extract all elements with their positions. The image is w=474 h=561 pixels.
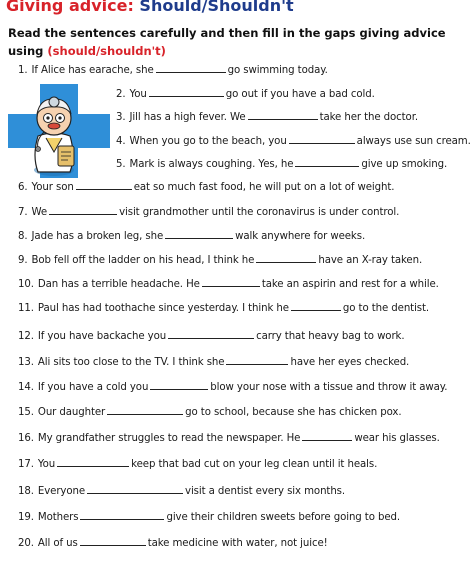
sentence-text-after: wear his glasses. — [354, 433, 440, 444]
sentence-number: 19. — [18, 512, 34, 523]
sentence-text-before: Jade has a broken leg, she — [31, 231, 164, 242]
sentence-text-after: blow your nose with a tissue and throw it away. — [210, 382, 448, 393]
answer-gap[interactable] — [149, 87, 224, 97]
sentence-text-after: have an X-ray taken. — [318, 255, 423, 266]
sentence-line — [18, 510, 400, 525]
sentence-number: 15. — [18, 407, 34, 418]
sentence-text-after: go to the dentist. — [342, 303, 430, 314]
sentence-number: 2. — [116, 89, 126, 100]
sentence-line — [116, 157, 447, 172]
sentence-text-after: have her eyes checked. — [290, 357, 410, 368]
sentence-line — [116, 110, 418, 125]
sentence-line — [18, 229, 365, 244]
sentence-number: 11. — [18, 303, 34, 314]
sentence-text-before: Dan has a terrible headache. He — [37, 279, 200, 290]
sentence-number: 14. — [18, 382, 34, 393]
sentence-text-after: take her the doctor. — [319, 112, 418, 123]
sentence-text-before: Bob fell off the ladder on his head, I think he — [31, 255, 255, 266]
sentence-text-after: visit a dentist every six months. — [185, 486, 346, 497]
sentence-text-before: Jill has a high fever. We — [129, 112, 246, 123]
answer-gap[interactable] — [248, 110, 318, 120]
sentence-number: 8. — [18, 231, 28, 242]
sentence-text-after: give up smoking. — [361, 159, 448, 170]
sentence-line — [116, 134, 471, 149]
sentence-line — [18, 180, 394, 195]
sentence-number: 17. — [18, 459, 34, 470]
answer-gap[interactable] — [226, 355, 288, 365]
answer-gap[interactable] — [80, 510, 164, 520]
sentence-line — [116, 87, 375, 102]
sentence-text-after: walk anywhere for weeks. — [235, 231, 366, 242]
sentence-text-before: You — [129, 89, 147, 100]
sentence-line — [18, 253, 422, 268]
sentence-number: 10. — [18, 279, 34, 290]
sentence-number: 16. — [18, 433, 34, 444]
sentence-line — [18, 380, 447, 395]
answer-gap[interactable] — [76, 180, 132, 190]
answer-gap[interactable] — [57, 457, 129, 467]
answer-gap[interactable] — [256, 253, 316, 263]
sentence-text-before: When you go to the beach, you — [129, 136, 287, 147]
sentence-line — [18, 405, 402, 420]
instructions-highlight: (should/shouldn't) — [47, 44, 166, 58]
sentence-line — [18, 484, 345, 499]
sentence-text-before: If Alice has earache, she — [31, 65, 154, 76]
answer-gap[interactable] — [165, 229, 233, 239]
sentence-text-before: Mothers — [37, 512, 79, 523]
sentence-text-after: take an aspirin and rest for a while. — [261, 279, 439, 290]
answer-gap[interactable] — [49, 205, 117, 215]
sentence-line — [18, 431, 440, 446]
sentence-number: 5. — [116, 159, 126, 170]
answer-gap[interactable] — [80, 536, 146, 546]
answer-gap[interactable] — [87, 484, 183, 494]
sentence-number: 3. — [116, 112, 126, 123]
sentence-text-after: eat so much fast food, he will put on a lot of weight. — [133, 182, 395, 193]
sentence-number: 20. — [18, 538, 34, 549]
worksheet-title — [6, 0, 294, 15]
sentence-line — [18, 536, 328, 551]
sentence-line — [18, 329, 404, 344]
sentence-text-before: Your son — [31, 182, 74, 193]
sentence-text-before: If you have backache you — [37, 331, 167, 342]
sentence-text-before: If you have a cold you — [37, 382, 149, 393]
answer-gap[interactable] — [295, 157, 359, 167]
sentence-text-after: visit grandmother until the coronavirus is under control. — [119, 207, 400, 218]
sentence-number: 1. — [18, 65, 28, 76]
sentence-text-before: Mark is always coughing. Yes, he — [129, 159, 294, 170]
answer-gap[interactable] — [168, 329, 254, 339]
sentence-number: 6. — [18, 182, 28, 193]
sentence-text-after: carry that heavy bag to work. — [256, 331, 405, 342]
sentence-text-after: give their children sweets before going to bed. — [166, 512, 401, 523]
answer-gap[interactable] — [156, 63, 226, 73]
title-part-2: Should/Shouldn't — [139, 0, 294, 15]
sentence-text-after: take medicine with water, not juice! — [147, 538, 328, 549]
sentence-text-before: My grandfather struggles to read the newspaper. He — [37, 433, 301, 444]
sentence-number: 12. — [18, 331, 34, 342]
sentence-number: 4. — [116, 136, 126, 147]
sentence-text-before: You — [37, 459, 56, 470]
sentence-text-after: go swimming today. — [227, 65, 328, 76]
sentence-number: 18. — [18, 486, 34, 497]
sentence-line — [18, 301, 429, 316]
doctor-with-medical-cross-icon — [8, 82, 110, 180]
sentence-line — [18, 63, 328, 78]
answer-gap[interactable] — [289, 134, 355, 144]
sentence-text-after: keep that bad cut on your leg clean until it heals. — [131, 459, 378, 470]
sentence-text-before: Everyone — [37, 486, 86, 497]
sentence-line — [18, 277, 439, 292]
sentence-text-before: All of us — [37, 538, 78, 549]
sentence-line — [18, 205, 399, 220]
answer-gap[interactable] — [150, 380, 208, 390]
sentence-text-before: Paul has had toothache since yesterday. I think he — [37, 303, 289, 314]
title-part-1: Giving advice: — [6, 0, 134, 15]
answer-gap[interactable] — [291, 301, 341, 311]
sentence-number: 13. — [18, 357, 34, 368]
sentence-number: 9. — [18, 255, 28, 266]
instructions-text: Read the sentences carefully and then fill in the gaps giving advice using — [8, 26, 446, 58]
sentence-text-after: go out if you have a bad cold. — [225, 89, 375, 100]
instructions — [8, 24, 470, 60]
sentence-line — [18, 355, 409, 370]
answer-gap[interactable] — [202, 277, 260, 287]
sentence-line — [18, 457, 377, 472]
answer-gap[interactable] — [302, 431, 352, 441]
sentence-text-before: We — [31, 207, 48, 218]
sentence-text-before: Ali sits too close to the TV. I think she — [37, 357, 225, 368]
sentence-text-after: always use sun cream. — [356, 136, 471, 147]
sentence-text-after: go to school, because she has chicken pox. — [185, 407, 402, 418]
sentence-number: 7. — [18, 207, 28, 218]
answer-gap[interactable] — [107, 405, 183, 415]
sentence-text-before: Our daughter — [37, 407, 106, 418]
